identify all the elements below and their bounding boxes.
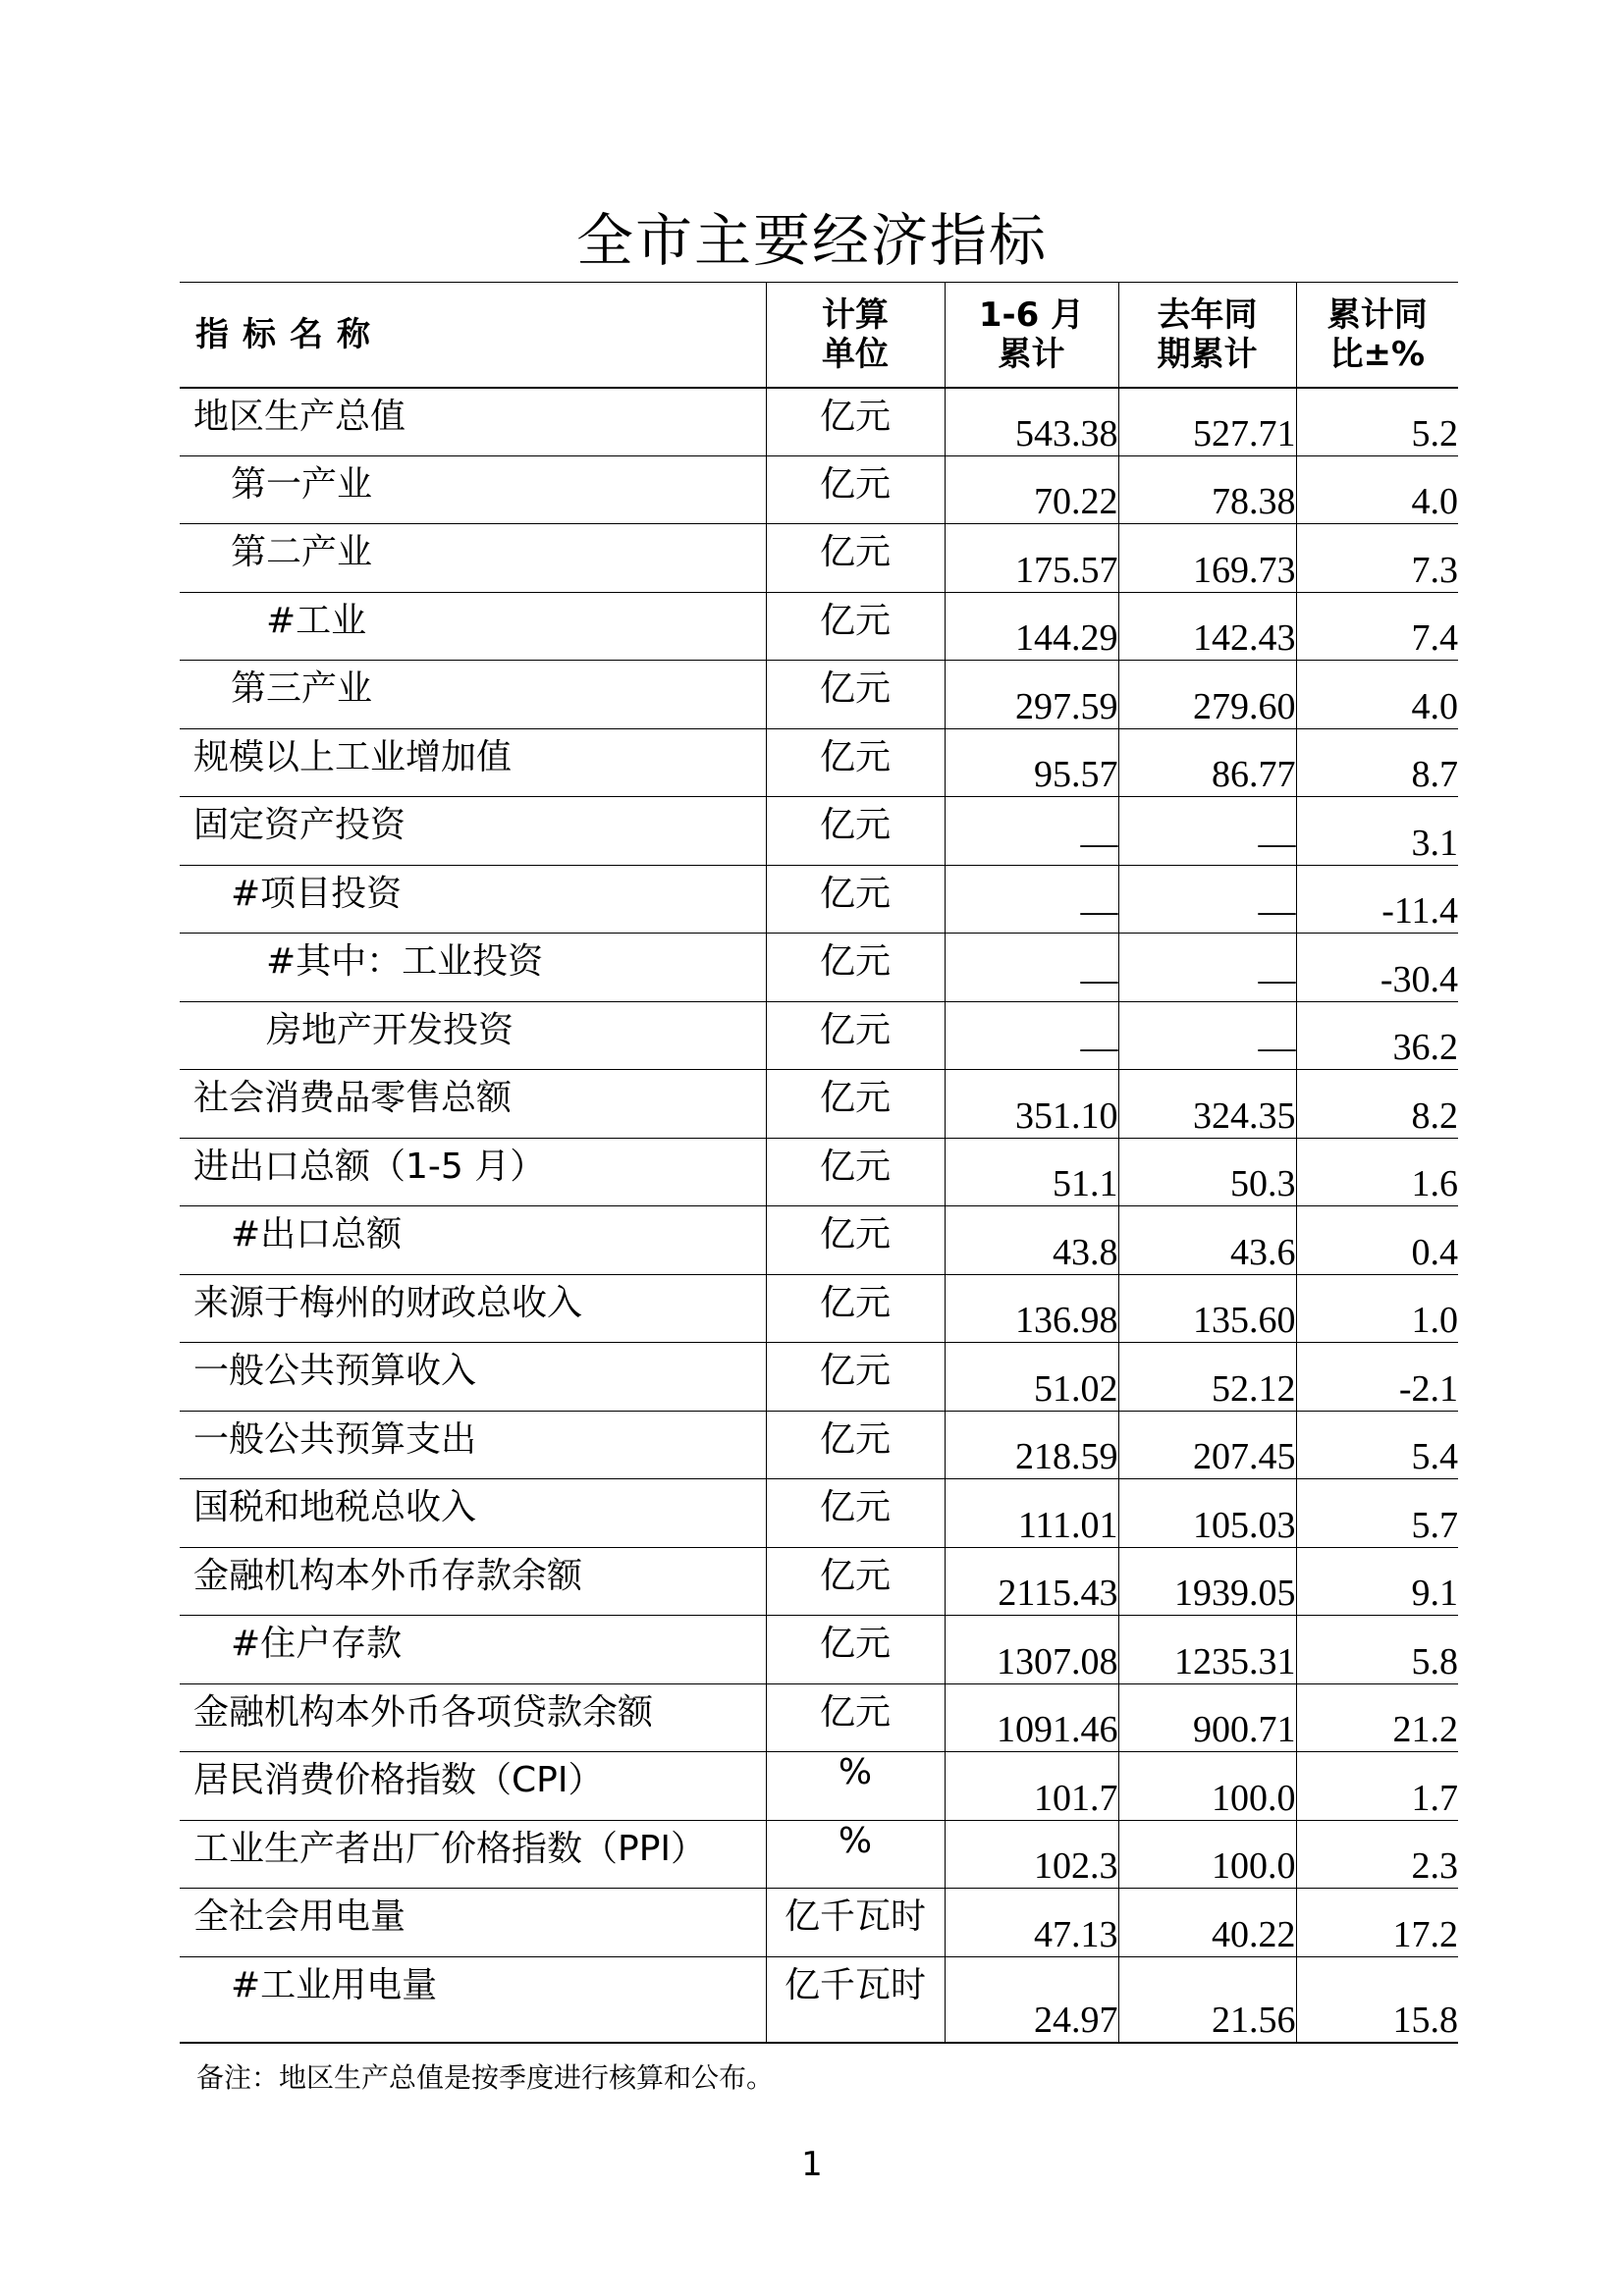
table-row	[180, 1138, 1458, 1206]
td-current-value: 111.01	[945, 1479, 1118, 1548]
td-previous-value: 21.56	[1118, 1956, 1296, 2043]
td-current-value: 47.13	[945, 1889, 1118, 1957]
td-change-percent: 0.4	[1296, 1206, 1458, 1275]
td-current-value: 95.57	[945, 728, 1118, 797]
td-current-value: 543.38	[945, 388, 1118, 456]
table-row	[180, 1752, 1458, 1821]
td-unit: 亿元	[766, 592, 945, 661]
td-indicator-name: 工业生产者出厂价格指数（PPI）	[180, 1820, 766, 1889]
td-indicator-name: 第一产业	[180, 455, 766, 524]
header-previous-line-2: 期累计	[1157, 334, 1258, 374]
td-unit: 亿元	[766, 1547, 945, 1616]
td-current-value: 351.10	[945, 1070, 1118, 1139]
table-row	[180, 661, 1458, 729]
td-indicator-name: 进出口总额（1-5 月）	[180, 1138, 766, 1206]
td-unit: 亿元	[766, 661, 945, 729]
td-change-percent: 36.2	[1296, 1001, 1458, 1070]
td-change-percent: 1.6	[1296, 1138, 1458, 1206]
td-unit: 亿元	[766, 728, 945, 797]
td-current-value: 51.02	[945, 1343, 1118, 1412]
td-previous-value: 527.71	[1118, 388, 1296, 456]
td-current-value: 2115.43	[945, 1547, 1118, 1616]
td-indicator-name: 全社会用电量	[180, 1889, 766, 1957]
table-row	[180, 1547, 1458, 1616]
td-change-percent: -2.1	[1296, 1343, 1458, 1412]
td-current-value: 24.97	[945, 1956, 1118, 2043]
td-indicator-name: 房地产开发投资	[180, 1001, 766, 1070]
td-current-value: —	[945, 797, 1118, 866]
td-change-percent: 8.2	[1296, 1070, 1458, 1139]
td-previous-value: —	[1118, 1001, 1296, 1070]
table-row	[180, 1070, 1458, 1139]
table-row	[180, 728, 1458, 797]
page-title: 全市主要经济指标	[575, 207, 1048, 274]
td-unit: 亿元	[766, 455, 945, 524]
table-row	[180, 592, 1458, 661]
td-previous-value: 135.60	[1118, 1274, 1296, 1343]
td-change-percent: 1.0	[1296, 1274, 1458, 1343]
table-row	[180, 1343, 1458, 1412]
td-indicator-name: 一般公共预算收入	[180, 1343, 766, 1412]
table-row	[180, 1001, 1458, 1070]
td-unit: 亿元	[766, 1274, 945, 1343]
table-row	[180, 1411, 1458, 1479]
td-change-percent: 15.8	[1296, 1956, 1458, 2043]
td-unit: 亿千瓦时	[766, 1956, 945, 2043]
table-row	[180, 1616, 1458, 1684]
header-unit	[766, 283, 945, 388]
td-previous-value: —	[1118, 797, 1296, 866]
td-previous-value: —	[1118, 865, 1296, 934]
td-indicator-name: 金融机构本外币存款余额	[180, 1547, 766, 1616]
td-unit: 亿元	[766, 865, 945, 934]
td-unit: 亿元	[766, 524, 945, 593]
td-previous-value: 169.73	[1118, 524, 1296, 593]
td-unit: 亿元	[766, 1206, 945, 1275]
td-current-value: 136.98	[945, 1274, 1118, 1343]
td-current-value: 51.1	[945, 1138, 1118, 1206]
td-current-value: 218.59	[945, 1411, 1118, 1479]
td-indicator-name: 居民消费价格指数（CPI）	[180, 1752, 766, 1821]
td-previous-value: —	[1118, 934, 1296, 1002]
td-change-percent: 3.1	[1296, 797, 1458, 866]
header-indicator-name: 指标名称	[180, 283, 766, 388]
indicators-table	[180, 282, 1458, 2044]
td-indicator-name: 国税和地税总收入	[180, 1479, 766, 1548]
table-row	[180, 1820, 1458, 1889]
td-current-value: —	[945, 1001, 1118, 1070]
td-previous-value: 324.35	[1118, 1070, 1296, 1139]
header-previous-line-1: 去年同	[1157, 294, 1258, 335]
header-change-line-2: 比±%	[1329, 334, 1426, 374]
td-previous-value: 78.38	[1118, 455, 1296, 524]
footnote: 备注：地区生产总值是按季度进行核算和公布。	[196, 2061, 775, 2094]
td-change-percent: 7.4	[1296, 592, 1458, 661]
td-previous-value: 1235.31	[1118, 1616, 1296, 1684]
td-previous-value: 50.3	[1118, 1138, 1296, 1206]
td-unit: 亿元	[766, 1001, 945, 1070]
table-row	[180, 934, 1458, 1002]
header-current-line-2: 累计	[998, 334, 1065, 374]
td-unit: 亿元	[766, 1138, 945, 1206]
td-unit: 亿元	[766, 1070, 945, 1139]
table-row	[180, 1206, 1458, 1275]
td-current-value: 102.3	[945, 1820, 1118, 1889]
td-unit: 亿元	[766, 1616, 945, 1684]
td-current-value: 101.7	[945, 1752, 1118, 1821]
td-unit: %	[766, 1820, 945, 1889]
td-previous-value: 86.77	[1118, 728, 1296, 797]
td-change-percent: 5.8	[1296, 1616, 1458, 1684]
header-change	[1296, 283, 1458, 388]
header-current	[945, 283, 1118, 388]
td-previous-value: 1939.05	[1118, 1547, 1296, 1616]
td-change-percent: -11.4	[1296, 865, 1458, 934]
td-indicator-name: 规模以上工业增加值	[180, 728, 766, 797]
header-current-line-1: 1-6 月	[978, 294, 1085, 335]
td-indicator-name: 金融机构本外币各项贷款余额	[180, 1683, 766, 1752]
td-indicator-name: #工业用电量	[180, 1956, 766, 2043]
td-change-percent: 8.7	[1296, 728, 1458, 797]
td-previous-value: 900.71	[1118, 1683, 1296, 1752]
td-current-value: 175.57	[945, 524, 1118, 593]
table-row	[180, 1956, 1458, 2043]
td-previous-value: 40.22	[1118, 1889, 1296, 1957]
td-indicator-name: 一般公共预算支出	[180, 1411, 766, 1479]
td-indicator-name: 社会消费品零售总额	[180, 1070, 766, 1139]
td-unit: 亿元	[766, 797, 945, 866]
header-previous	[1118, 283, 1296, 388]
td-previous-value: 142.43	[1118, 592, 1296, 661]
table-row	[180, 1889, 1458, 1957]
td-indicator-name: 第三产业	[180, 661, 766, 729]
td-current-value: —	[945, 934, 1118, 1002]
table-body	[180, 388, 1458, 2044]
header-unit-line-2: 单位	[822, 334, 889, 374]
td-unit: %	[766, 1752, 945, 1821]
table-row	[180, 797, 1458, 866]
table-row	[180, 865, 1458, 934]
td-indicator-name: #工业	[180, 592, 766, 661]
td-unit: 亿千瓦时	[766, 1889, 945, 1957]
table-row	[180, 455, 1458, 524]
td-change-percent: 4.0	[1296, 455, 1458, 524]
td-unit: 亿元	[766, 1343, 945, 1412]
td-current-value: 1307.08	[945, 1616, 1118, 1684]
table-row	[180, 1479, 1458, 1548]
td-indicator-name: 第二产业	[180, 524, 766, 593]
td-indicator-name: 地区生产总值	[180, 388, 766, 456]
td-previous-value: 43.6	[1118, 1206, 1296, 1275]
td-indicator-name: #其中：工业投资	[180, 934, 766, 1002]
td-change-percent: -30.4	[1296, 934, 1458, 1002]
td-current-value: 43.8	[945, 1206, 1118, 1275]
header-change-line-1: 累计同	[1326, 294, 1428, 335]
td-unit: 亿元	[766, 934, 945, 1002]
td-previous-value: 52.12	[1118, 1343, 1296, 1412]
page-number: 1	[801, 2145, 823, 2184]
table-row	[180, 1683, 1458, 1752]
td-indicator-name: #住户存款	[180, 1616, 766, 1684]
td-indicator-name: 来源于梅州的财政总收入	[180, 1274, 766, 1343]
table-header-row	[180, 283, 1458, 388]
td-change-percent: 4.0	[1296, 661, 1458, 729]
td-indicator-name: #项目投资	[180, 865, 766, 934]
td-current-value: 144.29	[945, 592, 1118, 661]
header-unit-line-1: 计算	[822, 294, 889, 335]
td-change-percent: 9.1	[1296, 1547, 1458, 1616]
td-change-percent: 1.7	[1296, 1752, 1458, 1821]
td-change-percent: 5.7	[1296, 1479, 1458, 1548]
td-change-percent: 17.2	[1296, 1889, 1458, 1957]
td-change-percent: 5.2	[1296, 388, 1458, 456]
td-indicator-name: #出口总额	[180, 1206, 766, 1275]
table-row	[180, 1274, 1458, 1343]
td-previous-value: 207.45	[1118, 1411, 1296, 1479]
td-previous-value: 100.0	[1118, 1820, 1296, 1889]
td-unit: 亿元	[766, 1683, 945, 1752]
td-previous-value: 105.03	[1118, 1479, 1296, 1548]
td-unit: 亿元	[766, 388, 945, 456]
td-current-value: 297.59	[945, 661, 1118, 729]
td-previous-value: 279.60	[1118, 661, 1296, 729]
td-unit: 亿元	[766, 1411, 945, 1479]
td-unit: 亿元	[766, 1479, 945, 1548]
td-current-value: 70.22	[945, 455, 1118, 524]
td-previous-value: 100.0	[1118, 1752, 1296, 1821]
table-row	[180, 524, 1458, 593]
table-row	[180, 388, 1458, 456]
td-change-percent: 21.2	[1296, 1683, 1458, 1752]
td-indicator-name: 固定资产投资	[180, 797, 766, 866]
td-current-value: 1091.46	[945, 1683, 1118, 1752]
td-current-value: —	[945, 865, 1118, 934]
td-change-percent: 2.3	[1296, 1820, 1458, 1889]
td-change-percent: 7.3	[1296, 524, 1458, 593]
td-change-percent: 5.4	[1296, 1411, 1458, 1479]
